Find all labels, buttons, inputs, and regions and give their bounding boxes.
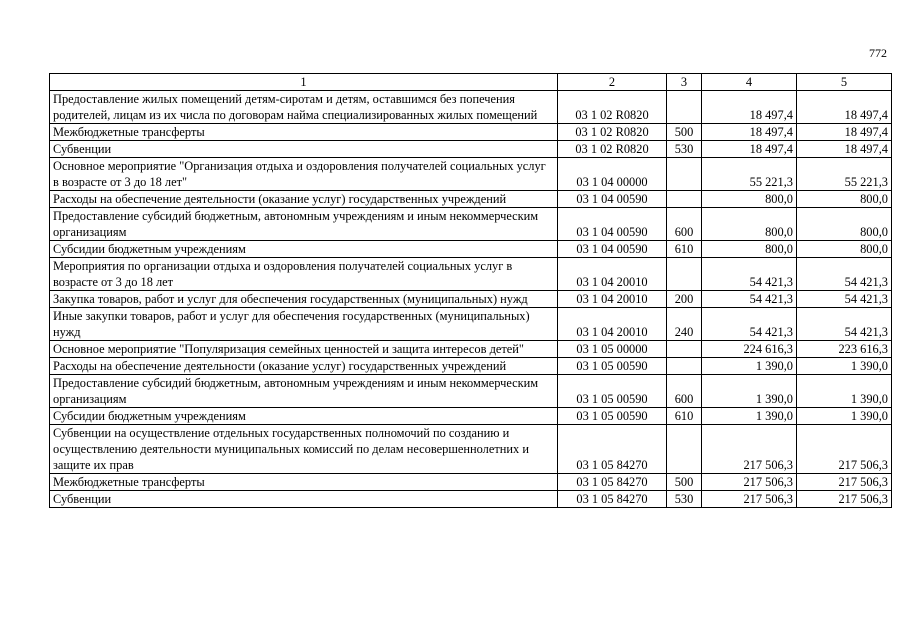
row-amount-cell: 1 390,0 <box>702 358 797 375</box>
row-amount-cell: 18 497,4 <box>797 141 892 158</box>
row-code-cell: 03 1 02 R0820 <box>558 124 667 141</box>
column-header: 3 <box>667 74 702 91</box>
row-amount-cell: 18 497,4 <box>702 91 797 124</box>
row-code-cell: 03 1 05 84270 <box>558 474 667 491</box>
row-expense-type-cell <box>667 358 702 375</box>
row-amount-cell: 223 616,3 <box>797 341 892 358</box>
row-expense-type-cell: 610 <box>667 408 702 425</box>
row-amount-cell: 54 421,3 <box>702 258 797 291</box>
table-row <box>50 141 892 158</box>
row-amount-cell: 217 506,3 <box>797 425 892 474</box>
row-name-cell: Субсидии бюджетным учреждениям <box>50 241 558 258</box>
row-amount-cell: 217 506,3 <box>797 491 892 508</box>
row-name-cell: Предоставление субсидий бюджетным, автономным учреждениям и иным некоммерческим организациям <box>50 375 558 408</box>
row-code-cell: 03 1 02 R0820 <box>558 91 667 124</box>
row-amount-cell: 1 390,0 <box>702 375 797 408</box>
row-expense-type-cell: 530 <box>667 141 702 158</box>
row-amount-cell: 217 506,3 <box>702 491 797 508</box>
row-name-cell: Предоставление жилых помещений детям-сиротам и детям, оставшимся без попечения родителей, лицам из их числа по договорам найма специализированных жилых помещений <box>50 91 558 124</box>
table-row <box>50 124 892 141</box>
row-code-cell: 03 1 05 00590 <box>558 375 667 408</box>
row-code-cell: 03 1 04 20010 <box>558 258 667 291</box>
row-expense-type-cell <box>667 91 702 124</box>
row-code-cell: 03 1 04 00590 <box>558 208 667 241</box>
row-expense-type-cell: 500 <box>667 124 702 141</box>
row-amount-cell: 800,0 <box>702 241 797 258</box>
table-row <box>50 341 892 358</box>
row-amount-cell: 54 421,3 <box>797 308 892 341</box>
row-amount-cell: 18 497,4 <box>702 124 797 141</box>
row-amount-cell: 800,0 <box>702 191 797 208</box>
row-code-cell: 03 1 05 00000 <box>558 341 667 358</box>
table-row <box>50 241 892 258</box>
row-expense-type-cell: 600 <box>667 208 702 241</box>
row-amount-cell: 18 497,4 <box>797 91 892 124</box>
table-row <box>50 358 892 375</box>
row-expense-type-cell <box>667 341 702 358</box>
table-row <box>50 291 892 308</box>
row-name-cell: Межбюджетные трансферты <box>50 124 558 141</box>
row-expense-type-cell <box>667 425 702 474</box>
budget-table <box>49 73 892 508</box>
row-name-cell: Иные закупки товаров, работ и услуг для обеспечения государственных (муниципальных) нужд <box>50 308 558 341</box>
row-expense-type-cell: 600 <box>667 375 702 408</box>
row-name-cell: Субсидии бюджетным учреждениям <box>50 408 558 425</box>
column-header: 1 <box>50 74 558 91</box>
table-row <box>50 375 892 408</box>
row-name-cell: Предоставление субсидий бюджетным, автономным учреждениям и иным некоммерческим организациям <box>50 208 558 241</box>
page-number: 772 <box>869 46 887 60</box>
row-name-cell: Основное мероприятие "Популяризация семейных ценностей и защита интересов детей" <box>50 341 558 358</box>
row-amount-cell: 1 390,0 <box>797 358 892 375</box>
row-code-cell: 03 1 04 20010 <box>558 291 667 308</box>
row-expense-type-cell: 610 <box>667 241 702 258</box>
row-code-cell: 03 1 04 00590 <box>558 191 667 208</box>
row-amount-cell: 54 421,3 <box>797 258 892 291</box>
row-name-cell: Закупка товаров, работ и услуг для обеспечения государственных (муниципальных) нужд <box>50 291 558 308</box>
table-row <box>50 474 892 491</box>
table-row <box>50 491 892 508</box>
row-amount-cell: 1 390,0 <box>797 408 892 425</box>
row-expense-type-cell: 530 <box>667 491 702 508</box>
row-expense-type-cell: 240 <box>667 308 702 341</box>
row-code-cell: 03 1 05 84270 <box>558 425 667 474</box>
row-amount-cell: 217 506,3 <box>702 474 797 491</box>
row-expense-type-cell: 500 <box>667 474 702 491</box>
row-amount-cell: 217 506,3 <box>702 425 797 474</box>
row-expense-type-cell <box>667 258 702 291</box>
row-code-cell: 03 1 04 20010 <box>558 308 667 341</box>
row-amount-cell: 1 390,0 <box>702 408 797 425</box>
row-amount-cell: 54 421,3 <box>702 291 797 308</box>
table-row <box>50 408 892 425</box>
row-name-cell: Основное мероприятие "Организация отдыха и оздоровления получателей социальных услуг в возрасте от 3 до 18 лет" <box>50 158 558 191</box>
column-header: 4 <box>702 74 797 91</box>
row-name-cell: Межбюджетные трансферты <box>50 474 558 491</box>
row-amount-cell: 55 221,3 <box>797 158 892 191</box>
table-row <box>50 191 892 208</box>
row-amount-cell: 18 497,4 <box>702 141 797 158</box>
table-row <box>50 425 892 474</box>
row-code-cell: 03 1 05 00590 <box>558 408 667 425</box>
row-amount-cell: 224 616,3 <box>702 341 797 358</box>
table-row <box>50 258 892 291</box>
row-code-cell: 03 1 05 00590 <box>558 358 667 375</box>
row-expense-type-cell: 200 <box>667 291 702 308</box>
row-amount-cell: 54 421,3 <box>797 291 892 308</box>
row-amount-cell: 800,0 <box>702 208 797 241</box>
table-row <box>50 208 892 241</box>
row-code-cell: 03 1 02 R0820 <box>558 141 667 158</box>
row-code-cell: 03 1 05 84270 <box>558 491 667 508</box>
table-row <box>50 91 892 124</box>
row-amount-cell: 1 390,0 <box>797 375 892 408</box>
row-amount-cell: 217 506,3 <box>797 474 892 491</box>
row-amount-cell: 54 421,3 <box>702 308 797 341</box>
row-code-cell: 03 1 04 00590 <box>558 241 667 258</box>
table-row <box>50 308 892 341</box>
row-name-cell: Мероприятия по организации отдыха и оздоровления получателей социальных услуг в возрасте от 3 до 18 лет <box>50 258 558 291</box>
column-header: 2 <box>558 74 667 91</box>
column-header: 5 <box>797 74 892 91</box>
row-amount-cell: 18 497,4 <box>797 124 892 141</box>
row-name-cell: Субвенции <box>50 491 558 508</box>
row-code-cell: 03 1 04 00000 <box>558 158 667 191</box>
row-name-cell: Расходы на обеспечение деятельности (оказание услуг) государственных учреждений <box>50 191 558 208</box>
row-amount-cell: 800,0 <box>797 191 892 208</box>
row-expense-type-cell <box>667 191 702 208</box>
row-name-cell: Субвенции <box>50 141 558 158</box>
row-amount-cell: 800,0 <box>797 241 892 258</box>
row-name-cell: Расходы на обеспечение деятельности (оказание услуг) государственных учреждений <box>50 358 558 375</box>
row-amount-cell: 55 221,3 <box>702 158 797 191</box>
row-amount-cell: 800,0 <box>797 208 892 241</box>
column-header-row <box>50 74 892 91</box>
table-row <box>50 158 892 191</box>
row-expense-type-cell <box>667 158 702 191</box>
row-name-cell: Субвенции на осуществление отдельных государственных полномочий по созданию и осуществлению деятельности муниципальных комиссий по делам несовершеннолетних и защите их прав <box>50 425 558 474</box>
